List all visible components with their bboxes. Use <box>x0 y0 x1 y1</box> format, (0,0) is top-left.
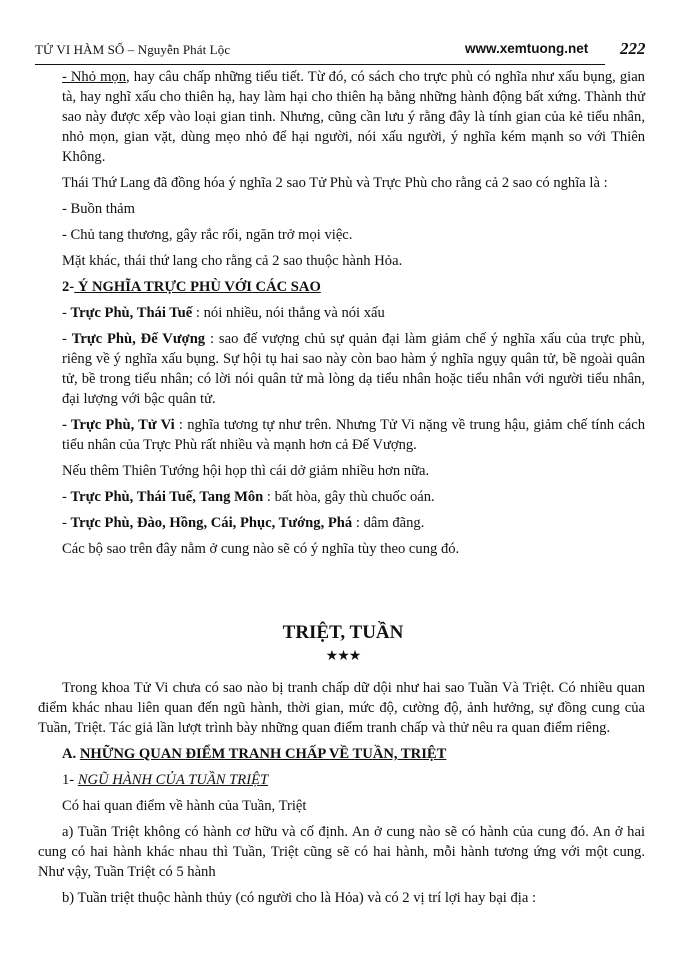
star-meaning: : sao đế vượng chủ sự quản đại làm giảm chế ý nghĩa xấu của trực phù, riêng về ý nghĩa xấu bụng. Sự hội tụ hai sao này còn bao hàm ý nghĩa ngụy quân tử, bề ngoài quân tử, bề trong tiểu nhân; có lời nói quân tử mà lòng dạ tiểu nhân hoặc tiểu nhân với người tiểu nhân, đại lượng với bậc quân tử. <box>62 331 645 407</box>
star-names: Trực Phù, Thái Tuế <box>70 305 193 321</box>
section-heading <box>38 744 645 764</box>
star-names: Trực Phù, Tử Vi <box>70 417 175 433</box>
paragraph-view-a: a) Tuần Triệt không có hành cơ hữu và cố định. An ở cung nào sẽ có hành của cung đó. An ở hai cung có hai hành khác nhau thì Tuần, Triệt cũng sẽ có hai hành, mỗi hành tương ứng với một cung. Như vậy, Tuần Triệt có 5 hành <box>38 824 645 880</box>
header-divider <box>35 64 605 65</box>
paragraph-two-views: Có hai quan điểm về hành của Tuần, Triệt <box>62 798 307 814</box>
star-names: Trực Phù, Đế Vượng <box>71 331 206 347</box>
subheading-text: NGŨ HÀNH CỦA TUẦN TRIỆT <box>77 772 269 788</box>
list-item: - Chủ tang thương, gây rắc rối, ngăn trở mọi việc. <box>62 227 353 243</box>
star-meaning: : dâm đãng. <box>352 515 425 531</box>
star-names: Trực Phù, Đào, Hồng, Cái, Phục, Tướng, Phá <box>70 515 353 531</box>
dash: - <box>62 417 71 433</box>
dash: - <box>62 515 71 531</box>
paragraph-thai-thu-lang: Thái Thứ Lang đã đồng hóa ý nghĩa 2 sao Tử Phù và Trực Phù cho rằng cả 2 sao có nghĩa là : <box>62 175 608 191</box>
star-names: Trực Phù, Thái Tuế, Tang Môn <box>70 489 264 505</box>
list-item: - Buồn thảm <box>62 201 135 217</box>
intro-paragraph: Trong khoa Tử Vi chưa có sao nào bị tranh chấp dữ dội như hai sao Tuần Và Triệt. Có nhiều quan điểm khác nhau liên quan đến ngũ hành, thời gian, mức độ, cường độ, ảnh hưởng, sự đồng cung của Tuần, Triệt. Tác giả lần lượt trình bày những quan điểm tranh chấp và thử nêu ra quan điểm riêng. <box>38 680 645 736</box>
dash: - <box>62 331 72 347</box>
star-meaning: : nói nhiều, nói thẳng và nói xấu <box>192 305 385 321</box>
heading-text: NHỮNG QUAN ĐIỂM TRANH CHẤP VỀ TUẦN, TRIỆT <box>79 746 447 762</box>
star-meaning: : bất hòa, gây thù chuốc oán. <box>263 489 435 505</box>
paragraph-view-b: b) Tuần triệt thuộc hành thủy (có người cho là Hỏa) và có 2 vị trí lợi hay bại địa : <box>62 890 537 906</box>
star-meaning: : nghĩa tương tự như trên. Nhưng Tử Vi nặng về trung hậu, giảm chế tính cách tiểu nhân của Trực Phù rất nhiều và mạnh hơn cả Đế Vượng. <box>62 417 645 453</box>
dash: - <box>62 305 71 321</box>
page-header <box>35 39 646 62</box>
heading-number: 2- <box>62 279 75 295</box>
paragraph-hanh-hoa: Mặt khác, thái thứ lang cho rằng cả 2 sao thuộc hành Hỏa. <box>62 253 403 269</box>
star-combo-item <box>62 513 645 533</box>
website-link[interactable]: www.xemtuong.net <box>465 41 589 56</box>
star-ornament-icon: ★★★ <box>325 649 361 664</box>
subheading-number: 1- <box>62 772 78 788</box>
section-triet-tuan <box>38 678 645 914</box>
chapter-title: TRIỆT, TUẦN <box>282 622 404 643</box>
section-truc-phu <box>62 67 645 565</box>
dash: - <box>62 489 71 505</box>
star-combo-item <box>62 487 645 507</box>
underlined-term: - Nhỏ mọn <box>62 69 127 85</box>
star-combo-item <box>62 329 645 409</box>
paragraph-nho-mon <box>62 67 645 167</box>
page-number: 222 <box>620 39 646 58</box>
section-heading <box>62 277 645 297</box>
heading-letter: A. <box>62 746 80 762</box>
star-combo-item <box>62 415 645 455</box>
subsection-heading <box>38 770 645 790</box>
paragraph-thien-tuong: Nếu thêm Thiên Tướng hội họp thì cái dở giảm nhiều hơn nữa. <box>62 463 430 479</box>
star-combo-item <box>62 303 645 323</box>
heading-text: Ý NGHĨA TRỰC PHÙ VỚI CÁC SAO <box>74 279 321 295</box>
paragraph-text: , hay câu chấp những tiểu tiết. Từ đó, có sách cho trực phù có nghĩa như xấu bụng, gian tà, hay nghĩ xấu cho thiên hạ, hay làm hại cho thiên hạ bằng những hành động bất xứng. Thành thử sao này được xếp vào loại gian tinh. Nhưng, cũng cần lưu ý rằng đây là tính gian của kẻ tiểu nhân, nhỏ mọn, gian vặt, dùng mẹo nhỏ để hại người, nói xấu người, ý nghĩa kém mạnh so với Thiên Không. <box>62 69 645 165</box>
paragraph-conclusion: Các bộ sao trên đây nằm ở cung nào sẽ có ý nghĩa tùy theo cung đó. <box>62 541 460 557</box>
book-title: TỬ VI HÀM SỐ – Nguyễn Phát Lộc <box>35 42 231 57</box>
